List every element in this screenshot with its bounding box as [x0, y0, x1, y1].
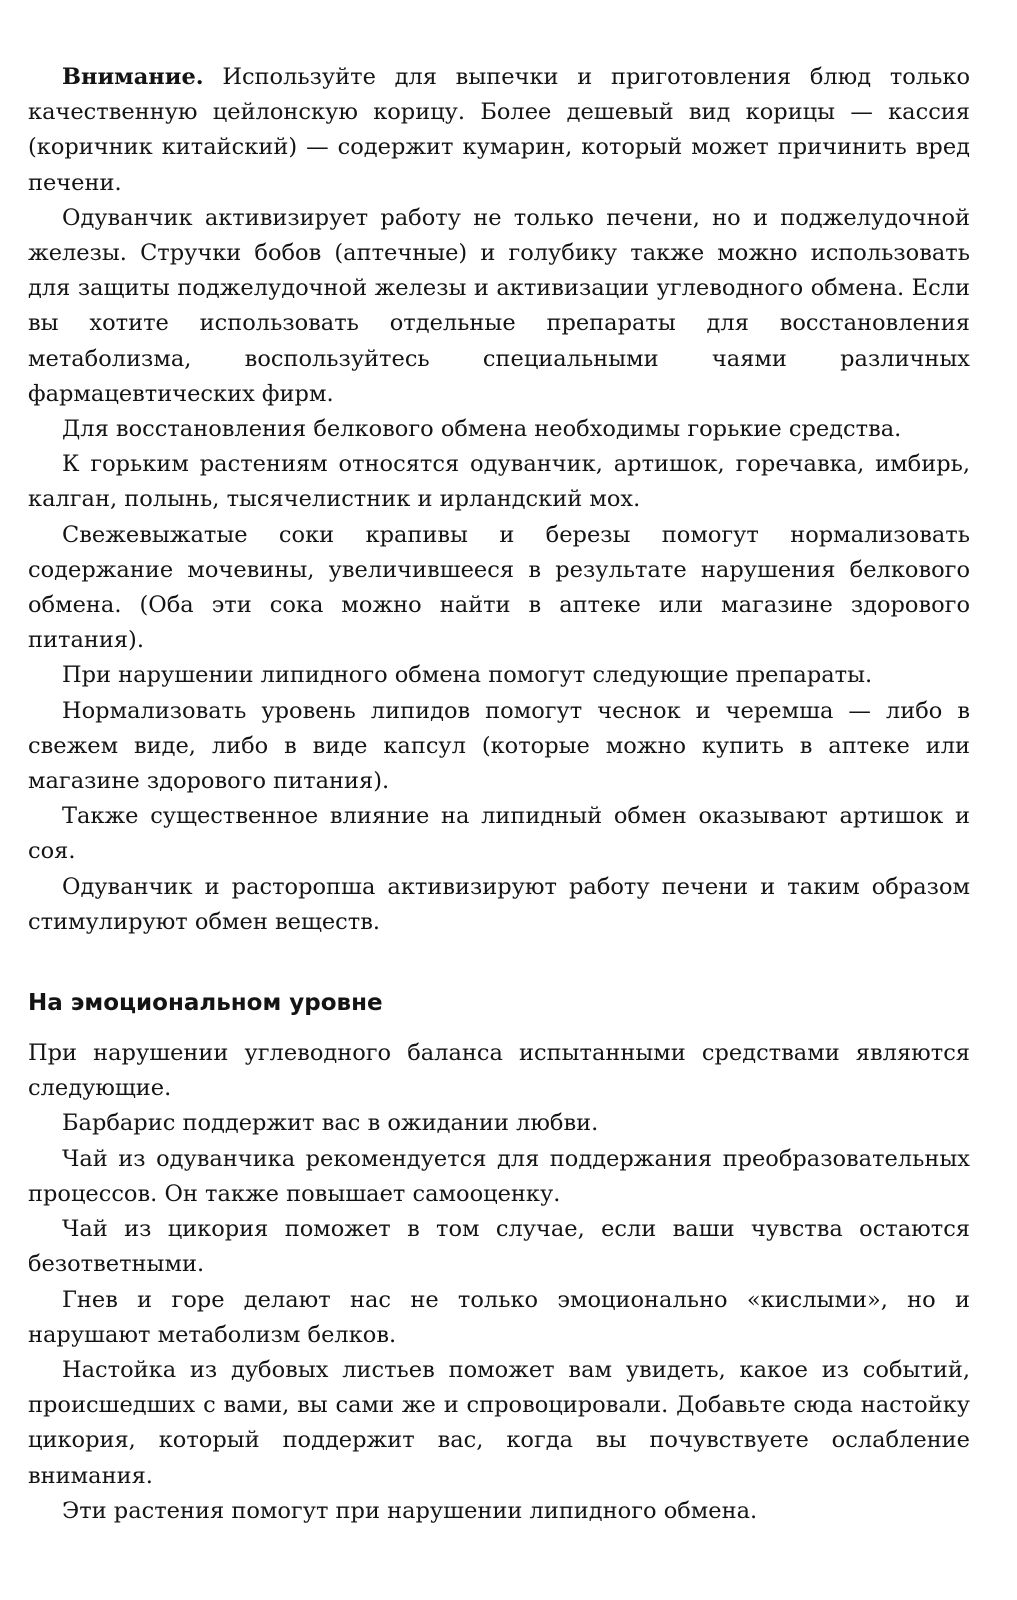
paragraph-dandelion-tea: Чай из одуванчика рекомендуется для поддержания преобразовательных процессов. Он также повышает самооценку.: [28, 1145, 970, 1207]
paragraph-lipid-intro: При нарушении липидного обмена помогут следующие препараты.: [62, 662, 873, 689]
paragraph-garlic: Нормализовать уровень липидов помогут чеснок и черемша — либо в свежем виде, либо в виде капсул (которые можно купить в аптеке или магазине здорового питания).: [28, 697, 970, 795]
document-page: [28, 60, 970, 1529]
warning-text: Используйте для выпечки и приготовления блюд только качественную цейлонскую корицу. Более дешевый вид корицы — кассия (коричник китайский) — содержит кумарин, который может причинить вред печени.: [28, 64, 970, 196]
paragraph-bitter-plants: К горьким растениям относятся одуванчик, артишок, горечавка, имбирь, калган, полынь, тысячелистник и ирландский мох.: [28, 451, 970, 513]
section-heading: На эмоциональном уровне: [28, 990, 383, 1017]
paragraph-juices: Свежевыжатые соки крапивы и березы помогут нормализовать содержание мочевины, увеличившееся в результате нарушения белкового обмена. (Оба эти сока можно найти в аптеке или магазине здорового питания).: [28, 521, 970, 654]
paragraph-dandelion-pancreas: Одуванчик активизирует работу не только печени, но и поджелудочной железы. Стручки бобов (аптечные) и голубику также можно использовать для защиты поджелудочной железы и активизации углеводного обмена. Если вы хотите использовать отдельные препараты для восстановления метаболизма, воспользуйтесь специальными чаями различных фармацевтических фирм.: [28, 204, 970, 407]
paragraph-oak-tincture: Настойка из дубовых листьев поможет вам увидеть, какое из событий, происшедших с вами, вы сами же и спровоцировали. Добавьте сюда настойку цикория, который поддержит вас, когда вы почувствуете ослабление внимания.: [28, 1356, 970, 1489]
paragraph-protein-metabolism: Для восстановления белкового обмена необходимы горькие средства.: [62, 416, 902, 443]
paragraph-barberry: Барбарис поддержит вас в ожидании любви.: [62, 1110, 599, 1137]
paragraph-chicory-tea: Чай из цикория поможет в том случае, если ваши чувства остаются безответными.: [28, 1216, 970, 1278]
warning-paragraph: [28, 60, 970, 201]
paragraph-emotional-intro: При нарушении углеводного баланса испытанными средствами являются следующие.: [28, 1040, 970, 1102]
paragraph-dandelion-thistle: Одуванчик и расторопша активизируют работу печени и таким образом стимулируют обмен веществ.: [28, 873, 970, 935]
paragraph-anger-grief: Гнев и горе делают нас не только эмоционально «кислыми», но и нарушают метаболизм белков.: [28, 1286, 970, 1348]
paragraph-lipid-plants: Эти растения помогут при нарушении липидного обмена.: [62, 1497, 758, 1524]
paragraph-artichoke-soy: Также существенное влияние на липидный обмен оказывают артишок и соя.: [28, 803, 970, 865]
warning-lead: Внимание.: [62, 64, 204, 90]
